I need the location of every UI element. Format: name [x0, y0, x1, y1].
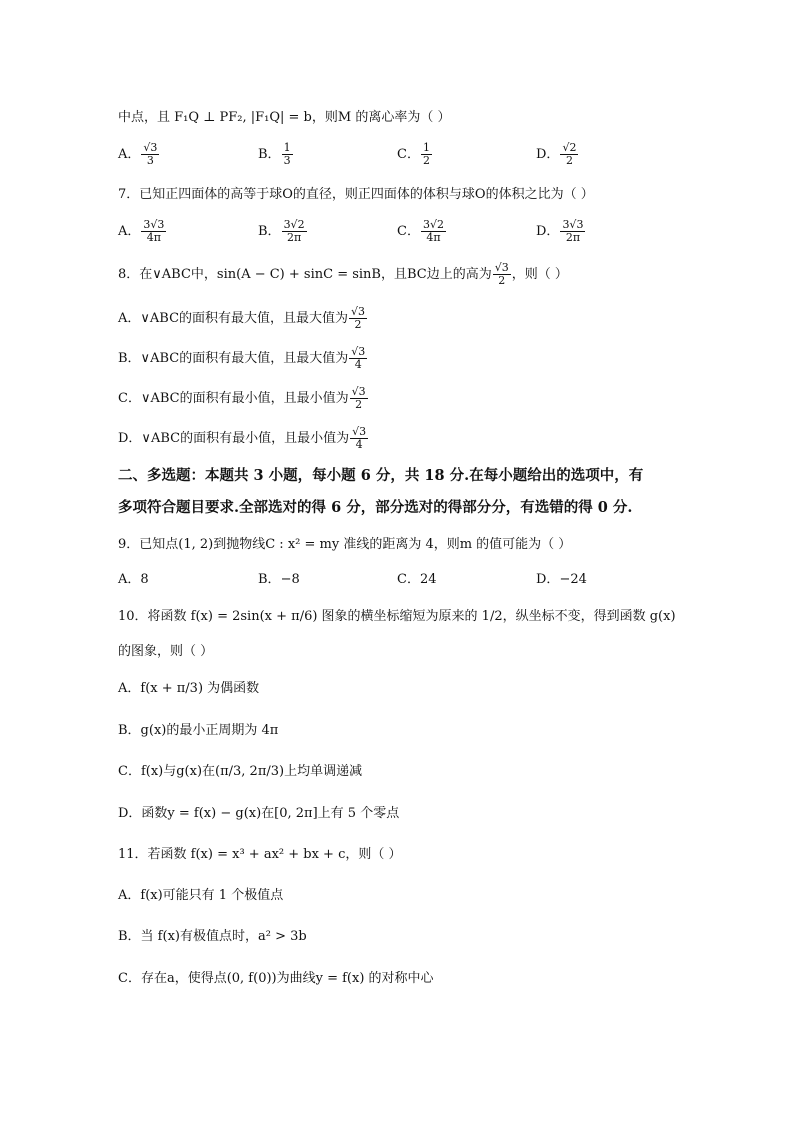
q9-option-a: A．8	[118, 572, 149, 587]
q9-option-c: C．24	[397, 572, 437, 587]
q6-tail: 中点，且 F₁Q ⊥ PF₂, |F₁Q| = b，则M 的离心率为（ ）	[118, 110, 451, 125]
q10-option-a: A．f(x + π/3) 为偶函数	[118, 681, 260, 696]
q9-option-d: D．−24	[536, 572, 587, 587]
q10-option-c: C．f(x)与g(x)在(π/3, 2π/3)上均单调递减	[118, 764, 363, 779]
q6-option-c: C． $\frac{1}{2}$	[397, 141, 430, 167]
q6-option-a: A． $\frac{√3}{3}$	[118, 141, 158, 167]
q8-option-d: D．∨ABC的面积有最小值，且最小值为 $\frac{√3}{4}$	[118, 425, 367, 451]
q10-option-d: D．函数y = f(x) − g(x)在[0, 2π]上有 5 个零点	[118, 806, 400, 821]
q8-option-b: B．∨ABC的面积有最大值，且最大值为 $\frac{√3}{4}$	[118, 345, 366, 371]
q7-option-d: D． $\frac{3√3}{2\pi}$	[536, 218, 584, 244]
q11-option-c: C．存在a，使得点(0, f(0))为曲线y = f(x) 的对称中心	[118, 971, 434, 986]
q8-option-a: A．∨ABC的面积有最大值，且最大值为 $\frac{√3}{2}$	[118, 305, 366, 331]
q11-option-a: A．f(x)可能只有 1 个极值点	[118, 888, 284, 903]
section2-heading-line1: 二、多选题：本题共 3 小题，每小题 6 分，共 18 分.在每小题给出的选项中，有	[118, 467, 644, 484]
q11-option-b: B．当 f(x)有极值点时，a² > 3b	[118, 929, 307, 944]
q11-stem: 11．若函数 f(x) = x³ + ax² + bx + c，则（ ）	[118, 847, 402, 862]
q8-stem: 8．在∨ABC中，sin(A − C) + sinC = sinB，且BC边上的高为 $\frac{√3}{2}$ ，则（ ）	[118, 261, 568, 287]
q6-option-d: D． $\frac{√2}{2}$	[536, 141, 577, 167]
q10-option-b: B．g(x)的最小正周期为 4π	[118, 723, 279, 738]
q6-option-b: B． $\frac{1}{3}$	[258, 141, 291, 167]
q10-stem-cont: 的图象，则（ ）	[118, 644, 214, 659]
q7-option-c: C． $\frac{3√2}{4\pi}$	[397, 218, 444, 244]
q7-option-b: B． $\frac{3√2}{2\pi}$	[258, 218, 305, 244]
q9-option-b: B．−8	[258, 572, 300, 587]
q10-stem: 10．将函数 f(x) = 2sin(x + π/6) 图象的横坐标缩短为原来的 1/2，纵坐标不变，得到函数 g(x)	[118, 609, 676, 624]
q7-stem: 7．已知正四面体的高等于球O的直径，则正四面体的体积与球O的体积之比为（ ）	[118, 187, 594, 202]
q8-option-c: C．∨ABC的面积有最小值，且最小值为 $\frac{√3}{2}$	[118, 385, 366, 411]
q9-stem: 9．已知点(1, 2)到抛物线C : x² = my 准线的距离为 4，则m 的值可能为（ ）	[118, 537, 572, 552]
section2-heading-line2: 多项符合题目要求.全部选对的得 6 分，部分选对的得部分分，有选错的得 0 分.	[118, 499, 633, 516]
q7-option-a: A． $\frac{3√3}{4\pi}$	[118, 218, 165, 244]
